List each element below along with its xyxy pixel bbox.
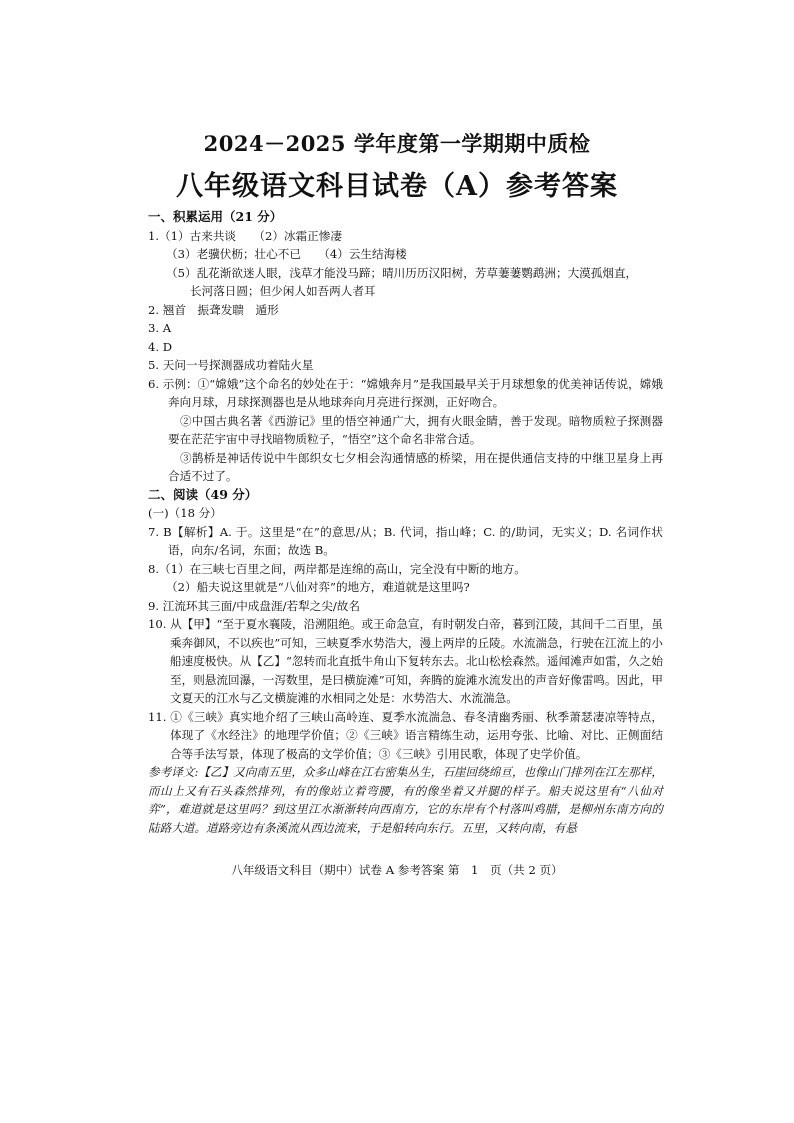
answer-q5: 5. 天问一号探测器成功着陆火星 [148, 358, 314, 372]
answer-key-title: 八年级语文科目试卷（A）参考答案 [176, 171, 618, 202]
answer-q8-part2: （2）船夫说这里就是“八仙对弈”的地方，难道就是这里吗? [166, 580, 470, 594]
answer-q3: 3. A [148, 321, 172, 335]
answer-q8-part1: 8.（1）在三峡七百里之间，两岸都是连绵的高山，完全没有中断的地方。 [148, 561, 526, 576]
reference-translation: 参考译文:【乙】又向南五里，众多山峰在江右密集丛生，石崖回绕绵亘，也像山门排列在江左那样，而山上又有石头森然排列，有的像站立着弯腰，有的像坐着又并腿的样子。船夫说这里有“八仙对弈”，难道就是这里吗？到这里江水渐渐转向西南方，它的东岸有个村落叫鸡腊，是柳州东南方向的陆路大道。道路旁边有条溪流从西边流来，于是船转向东行。五里，又转向南，有悬 [148, 765, 663, 835]
answer-q1-line3: （5）乱花渐欲迷人眼，浅草才能没马蹄；晴川历历汉阳树，芳草萋萋鹦鹉洲；大漠孤烟直， [166, 265, 638, 280]
answer-content [148, 208, 663, 837]
answer-q1-line4: 长河落日圆；但少闲人如吾两人者耳 [190, 284, 376, 298]
section-heading-reading: 二、阅读（49 分） [148, 486, 258, 502]
answer-q7: 7. B【解析】A. 于。这里是“在”的意思/从；B. 代词，指山峰；C. 的/助词，无实义；D. 名词作状语，向东/名词，东面；故选 B。 [148, 524, 663, 557]
subsection-heading-1: (一)（18 分） [148, 506, 222, 520]
answer-q11: 11. ①《三峡》真实地介绍了三峡山高岭连、夏季水流湍急、春冬清幽秀丽、秋季萧瑟凄凉等特点，体现了《水经注》的地理学价值；②《三峡》语言精练生动，运用夸张、比喻、对比、正侧面结合等手法写景，体现了极高的文学价值；③《三峡》引用民歌，体现了史学价值。 [148, 709, 663, 761]
answer-q9: 9. 江流环其三面/中成盘涯/若犁之尖/故名 [148, 598, 360, 613]
answer-q1-line1: 1.（1）古来共谈 （2）冰霜正惨凄 [148, 228, 342, 243]
section-heading-accumulation: 一、积累运用（21 分） [148, 209, 283, 224]
answer-q1-line2: （3）老骥伏枥；壮心不已 （4）云生结海楼 [166, 247, 407, 261]
answer-q6-part3: ③鹊桥是神话传说中牛郎织女七夕相会沟通情感的桥梁，用在提供通信支持的中继卫星身上再合适不过了。 [168, 450, 663, 483]
answer-q10: 10. 从【甲】“至于夏水襄陵，沿溯阻绝。或王命急宣，有时朝发白帝，暮到江陵，其间千二百里，虽乘奔御风，不以疾也”可知，三峡夏季水势浩大，漫上两岸的丘陵。水流湍急，行驶在江流上的小船速度极快。从【乙】“忽转而北直抵牛角山下复转东去。北山松桧森然。遥闻滩声如雷，久之始至，则悬流回瀑，一泻数里，是曰横旋滩”可知，奔腾的旋滩水流发出的声音好像雷鸣。因此，甲文夏天的江水与乙文横旋滩的水相同之处是：水势浩大、水流湍急。 [148, 617, 663, 705]
answer-q4: 4. D [148, 339, 173, 354]
answer-q6-part1: 6. 示例：①“嫦娥”这个命名的妙处在于：“嫦娥奔月”是我国最早关于月球想象的优美神话传说，嫦娥奔向月球，月球探测器也是从地球奔向月亮进行探测，正好吻合。 [148, 376, 663, 409]
exam-title: 2024－2025 学年度第一学期期中质检 [203, 131, 591, 156]
answer-q2: 2. 翘首 振聋发聩 遁形 [148, 302, 279, 317]
answer-q6-part2: ②中国古典名著《西游记》里的悟空神通广大，拥有火眼金睛，善于发现。暗物质粒子探测器要在茫茫宇宙中寻找暗物质粒子，“悟空”这个命名非常合适。 [168, 413, 663, 446]
page-footer: 八年级语文科目（期中）试卷 A 参考答案 第 1 页（共 2 页） [231, 863, 563, 877]
